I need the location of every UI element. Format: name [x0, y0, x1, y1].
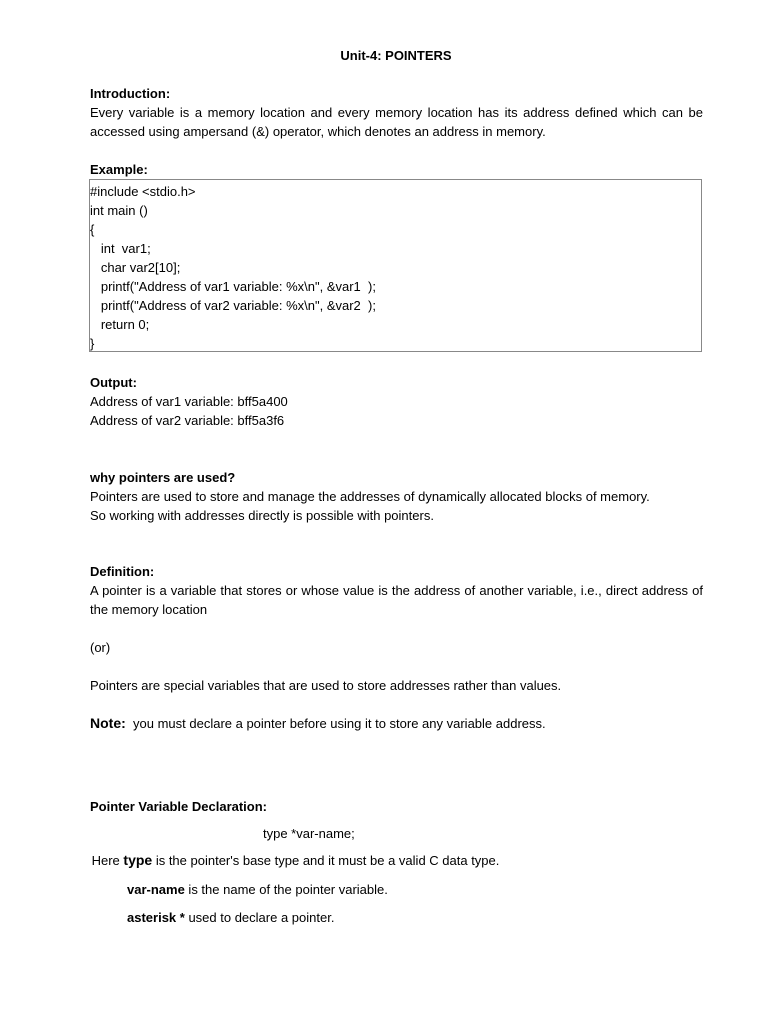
declaration-heading: Pointer Variable Declaration: — [90, 799, 268, 814]
example-section — [90, 160, 703, 179]
intro-heading: Introduction: — [90, 86, 171, 101]
code-line: int main () — [90, 203, 148, 218]
declaration-section — [90, 797, 703, 816]
definition-heading: Definition: — [90, 564, 155, 579]
why-section — [90, 468, 703, 525]
note-text: you must declare a pointer before using it to store any variable address. — [125, 716, 546, 731]
varname-term: var-name — [127, 882, 185, 897]
code-line: printf("Address of var2 variable: %x\n", &var2 ); — [90, 298, 376, 313]
output-section — [90, 373, 703, 430]
asterisk-text: used to declare a pointer. — [184, 910, 335, 925]
page-title: Unit-4: POINTERS — [340, 48, 452, 63]
note-paragraph — [90, 714, 703, 733]
code-line: char var2[10]; — [90, 260, 181, 275]
asterisk-explanation — [127, 908, 740, 927]
code-block — [89, 179, 702, 352]
output-line: Address of var1 variable: bff5a400 — [90, 394, 288, 409]
type-explanation — [88, 851, 701, 870]
definition-or: (or) — [90, 640, 111, 655]
intro-section — [90, 84, 703, 141]
why-heading: why pointers are used? — [90, 470, 236, 485]
definition-alt: Pointers are special variables that are used to store addresses rather than values. — [90, 678, 562, 693]
why-line: Pointers are used to store and manage the addresses of dynamically allocated blocks of memory. — [90, 489, 650, 504]
code-line: return 0; — [90, 317, 150, 332]
code-line: } — [90, 336, 95, 351]
type-text: is the pointer's base type and it must be a valid C data type. — [152, 853, 500, 868]
why-line: So working with addresses directly is possible with pointers. — [90, 508, 434, 523]
note-label: Note: — [90, 715, 126, 731]
code-line: int var1; — [90, 241, 151, 256]
declaration-syntax: type *var-name; — [263, 826, 355, 841]
output-heading: Output: — [90, 375, 137, 390]
asterisk-term: asterisk * — [127, 910, 185, 925]
definition-section — [90, 562, 703, 619]
output-line: Address of var2 variable: bff5a3f6 — [90, 413, 285, 428]
varname-explanation — [127, 880, 740, 899]
varname-text: is the name of the pointer variable. — [184, 882, 388, 897]
code-line: #include <stdio.h> — [90, 184, 196, 199]
type-prefix: Here — [88, 853, 124, 868]
code-line: { — [90, 222, 95, 237]
code-line: printf("Address of var1 variable: %x\n", &var1 ); — [90, 279, 376, 294]
type-term: type — [123, 852, 153, 868]
intro-text: Every variable is a memory location and every memory location has its address defined which can be accessed using ampersand (&) operator, which denotes an address in memory. — [90, 105, 703, 139]
definition-text: A pointer is a variable that stores or whose value is the address of another variable, i.e., direct address of the memory location — [90, 583, 703, 617]
example-heading: Example: — [90, 162, 148, 177]
